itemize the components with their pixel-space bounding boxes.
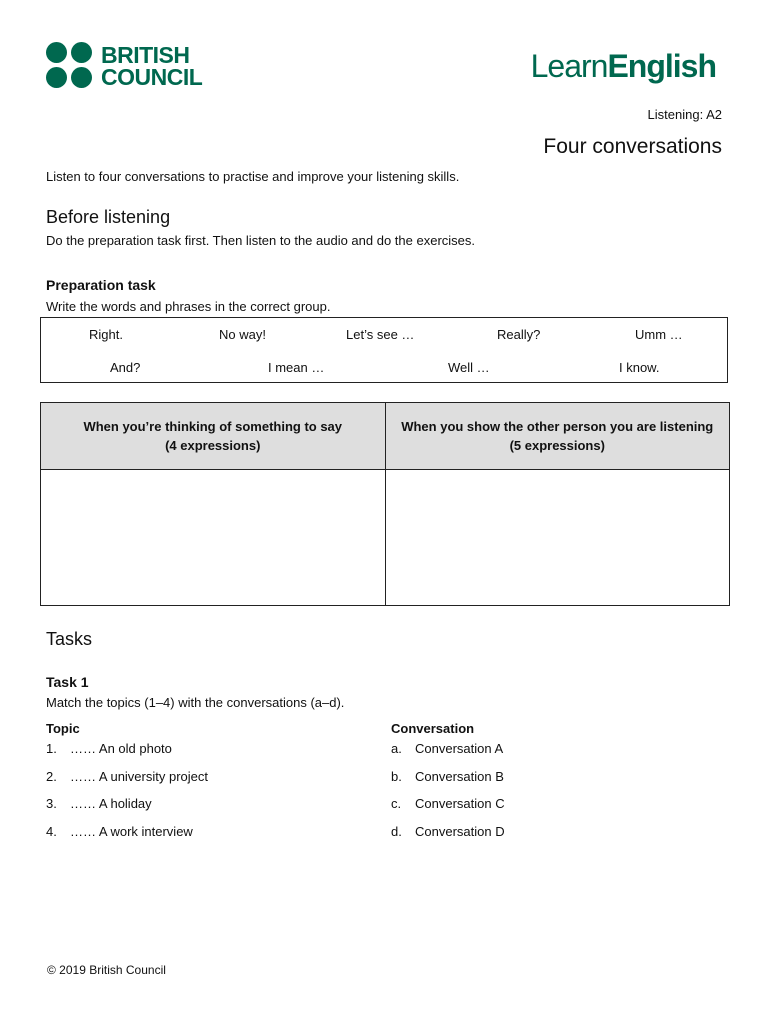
topic-item: 3. …… A holiday [46,796,152,811]
word-item: Right. [89,327,123,342]
table-header-listening: When you show the other person you are listening (5 expressions) [385,403,730,470]
conversation-column-heading: Conversation [391,721,475,736]
preparation-instruction: Write the words and phrases in the correct group. [46,299,331,314]
answer-cell-listening[interactable] [385,470,730,606]
conversation-item: c. Conversation C [391,796,505,811]
british-council-dots-icon [46,42,93,89]
bc-logo-line2: COUNCIL [101,63,203,90]
task1-instruction: Match the topics (1–4) with the conversations (a–d). [46,695,345,710]
word-box [40,317,728,383]
british-council-logo [46,42,202,89]
learnenglish-logo [531,48,716,85]
word-item: And? [110,360,141,375]
intro-text: Listen to four conversations to practise and improve your listening skills. [46,169,460,184]
answer-cell-thinking[interactable] [41,470,386,606]
task1-heading: Task 1 [46,674,89,690]
le-logo-learn: Learn [530,48,608,84]
word-item: I mean … [268,360,325,375]
conversation-item: a. Conversation A [391,741,504,756]
document-title: Four conversations [543,135,722,158]
before-listening-text: Do the preparation task first. Then listen to the audio and do the exercises. [46,233,476,248]
bc-logo-line1: BRITISH [101,41,190,68]
tasks-heading: Tasks [46,629,93,649]
topic-column-heading: Topic [46,721,80,736]
word-item: I know. [619,360,660,375]
level-label: Listening: A2 [647,107,722,122]
topic-item: 4. …… A work interview [46,824,193,839]
table-header-thinking: When you’re thinking of something to say (4 expressions) [41,403,386,470]
topic-item: 1. …… An old photo [46,741,172,756]
word-item: Umm … [635,327,683,342]
topic-item: 2. …… A university project [46,769,208,784]
before-listening-heading: Before listening [46,207,171,227]
le-logo-english: English [607,48,716,84]
word-item: Really? [497,327,541,342]
grouping-table [40,402,730,606]
word-item: No way! [219,327,266,342]
conversation-item: d. Conversation D [391,824,505,839]
copyright-footer: © 2019 British Council [47,963,166,977]
preparation-task-heading: Preparation task [46,277,156,293]
conversation-item: b. Conversation B [391,769,504,784]
word-item: Let’s see … [346,327,415,342]
word-item: Well … [448,360,490,375]
